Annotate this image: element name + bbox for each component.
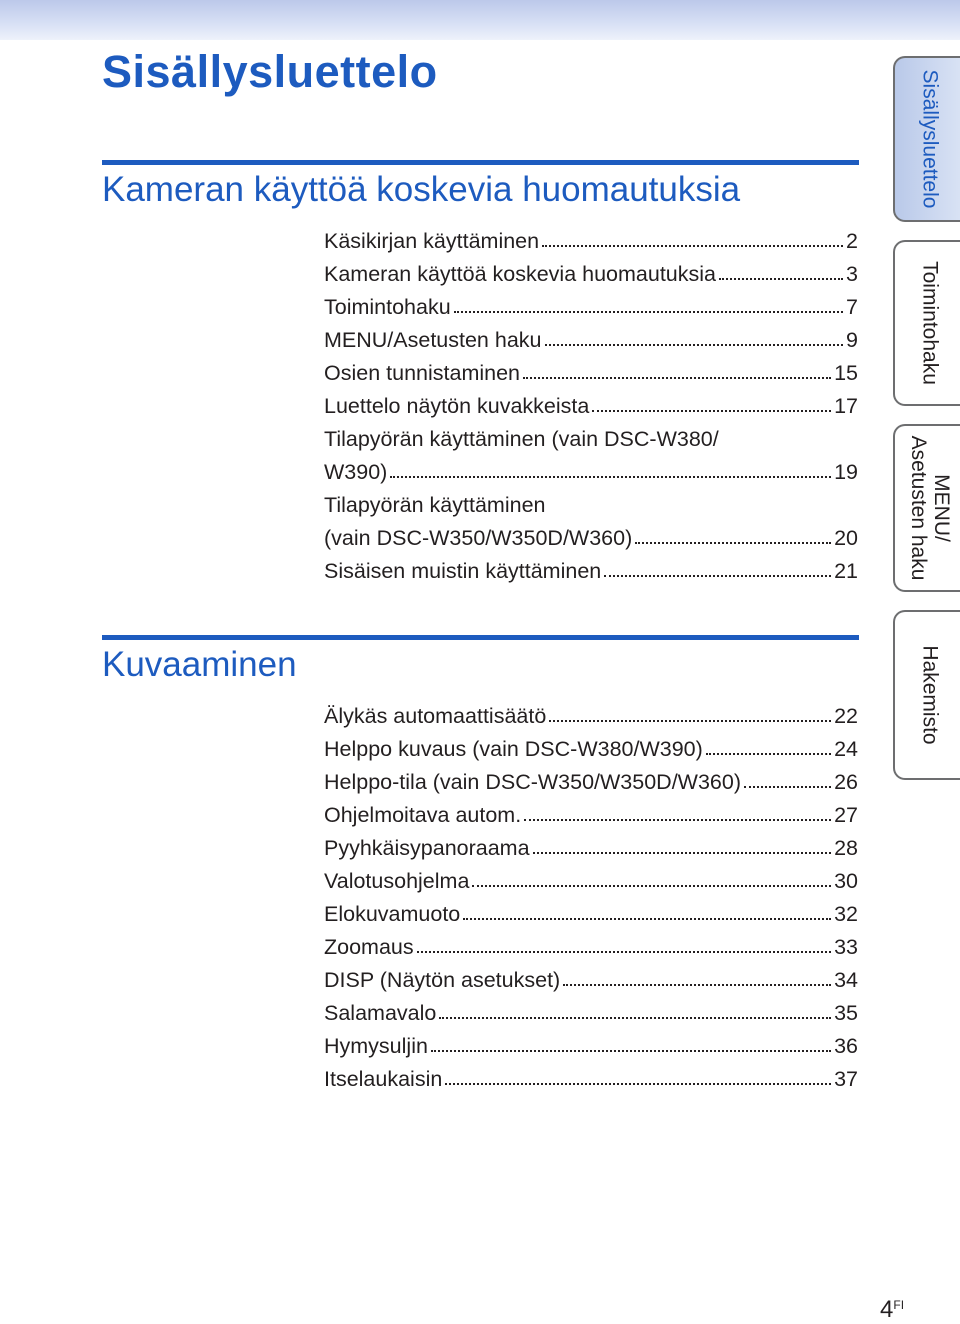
toc-list [324,700,858,1096]
toc-entry[interactable]: Käsikirjan käyttäminen 2 [324,225,858,258]
toc-entry[interactable]: Luettelo näytön kuvakkeista 17 [324,390,858,423]
toc-entry[interactable]: Salamavalo 35 [324,997,858,1030]
toc-entry[interactable]: Kameran käyttöä koskevia huomautuksia 3 [324,258,858,291]
page-number: 22 [834,704,858,728]
page-number: 33 [834,935,858,959]
toc-entry[interactable]: Sisäisen muistin käyttäminen 21 [324,555,858,588]
page-number: 36 [834,1034,858,1058]
page-number: 34 [834,968,858,992]
page-title: Sisällysluettelo [102,46,438,97]
section-rule [102,160,859,165]
tab-hakemisto[interactable]: Hakemisto [893,610,960,780]
top-banner [0,0,960,40]
page-number: 20 [834,526,858,550]
toc-entry[interactable]: Osien tunnistaminen 15 [324,357,858,390]
section-heading: Kameran käyttöä koskevia huomautuksia [102,170,741,209]
toc-entry[interactable]: Helppo-tila (vain DSC-W350/W350D/W360) 26 [324,766,858,799]
toc-list [324,225,858,588]
page-number: 21 [834,559,858,583]
page-number: 17 [834,394,858,418]
page-number: 19 [834,460,858,484]
toc-entry[interactable]: Tilapyörän käyttäminen (vain DSC-W380/ W390) 19 [324,423,858,489]
toc-entry[interactable]: MENU/Asetusten haku 9 [324,324,858,357]
page-number: 30 [834,869,858,893]
page-number: 3 [846,262,858,286]
toc-entry[interactable]: Pyyhkäisypanoraama 28 [324,832,858,865]
toc-entry[interactable]: Tilapyörän käyttäminen (vain DSC-W350/W350D/W360) 20 [324,489,858,555]
toc-entry[interactable]: Valotusohjelma 30 [324,865,858,898]
page-number: 24 [834,737,858,761]
toc-entry[interactable]: Toimintohaku 7 [324,291,858,324]
page-number: 2 [846,229,858,253]
section-heading: Kuvaaminen [102,645,297,684]
page-number: 27 [834,803,858,827]
toc-entry[interactable]: Zoomaus 33 [324,931,858,964]
toc-entry[interactable]: DISP (Näytön asetukset) 34 [324,964,858,997]
toc-entry[interactable]: Elokuvamuoto 32 [324,898,858,931]
page-number: 35 [834,1001,858,1025]
tab-sisallysluettelo[interactable]: Sisällysluettelo [893,56,960,222]
page-number: 15 [834,361,858,385]
toc-entry[interactable]: Älykäs automaattisäätö 22 [324,700,858,733]
page-number: 37 [834,1067,858,1091]
toc-entry[interactable]: Itselaukaisin 37 [324,1063,858,1096]
page-number: 32 [834,902,858,926]
page-number: 7 [846,295,858,319]
toc-entry[interactable]: Helppo kuvaus (vain DSC-W380/W390) 24 [324,733,858,766]
section-rule [102,635,859,640]
page-number: 28 [834,836,858,860]
page-number: 9 [846,328,858,352]
tab-toimintohaku[interactable]: Toimintohaku [893,240,960,406]
page-number: 26 [834,770,858,794]
toc-entry[interactable]: Ohjelmoitava autom. 27 [324,799,858,832]
page-number-footer: $4^{FI}$ [880,1296,905,1323]
tab-menu-asetusten-haku[interactable]: MENU/ Asetusten haku [893,424,960,592]
toc-entry[interactable]: Hymysuljin 36 [324,1030,858,1063]
